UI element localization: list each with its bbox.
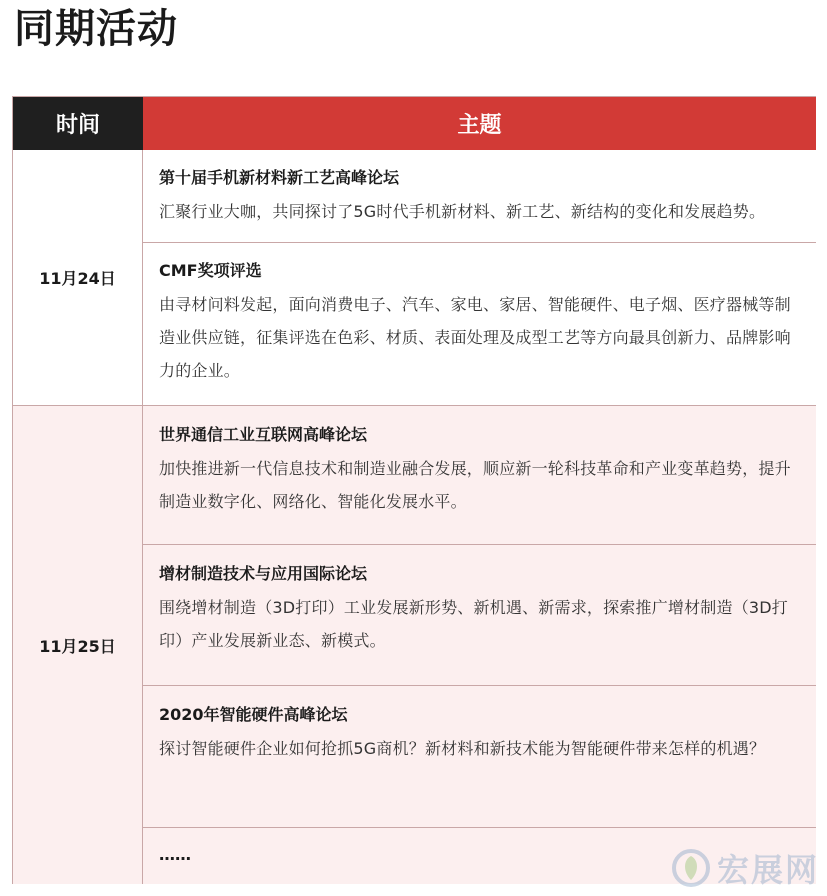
leaf-logo-icon	[671, 848, 711, 888]
event-description: 由寻材问料发起，面向消费电子、汽车、家电、家居、智能硬件、电子烟、医疗器械等制造业供应链，征集评选在色彩、材质、表面处理及成型工艺等方向最具创新力、品牌影响力的企业。	[159, 295, 791, 380]
page-title: 同期活动	[14, 5, 178, 52]
event-row-phone-materials-forum	[143, 150, 816, 243]
watermark-text: 宏展网	[716, 851, 819, 889]
event-row-smart-hardware-forum	[143, 686, 816, 828]
date-cell-nov25: 11月25日	[13, 406, 143, 884]
watermark	[647, 840, 827, 896]
header-topic: 主题	[143, 97, 816, 150]
date-cell-nov24: 11月24日	[13, 150, 143, 406]
events-table	[12, 96, 816, 884]
event-title: CMF奖项评选	[159, 261, 262, 280]
event-description: 加快推进新一代信息技术和制造业融合发展，顺应新一轮科技革命和产业变革趋势，提升制造业数字化、网络化、智能化发展水平。	[159, 459, 791, 511]
event-title: 第十届手机新材料新工艺高峰论坛	[159, 168, 400, 187]
event-row-industrial-internet-forum	[143, 406, 816, 545]
header-time: 时间	[13, 97, 143, 150]
event-title: 世界通信工业互联网高峰论坛	[159, 425, 368, 444]
event-row-cmf-awards	[143, 243, 816, 406]
event-row-additive-manufacturing-forum	[143, 545, 816, 686]
event-description: 汇聚行业大咖，共同探讨了5G时代手机新材料、新工艺、新结构的变化和发展趋势。	[159, 202, 766, 221]
event-description: 围绕增材制造（3D打印）工业发展新形势、新机遇、新需求，探索推广增材制造（3D打印）产业发展新业态、新模式。	[159, 598, 789, 650]
event-title: 增材制造技术与应用国际论坛	[159, 564, 368, 583]
event-title-ellipsis: ……	[159, 845, 191, 864]
event-description: 探讨智能硬件企业如何抢抓5G商机？新材料和新技术能为智能硬件带来怎样的机遇？	[159, 739, 766, 758]
event-title: 2020年智能硬件高峰论坛	[159, 705, 348, 724]
